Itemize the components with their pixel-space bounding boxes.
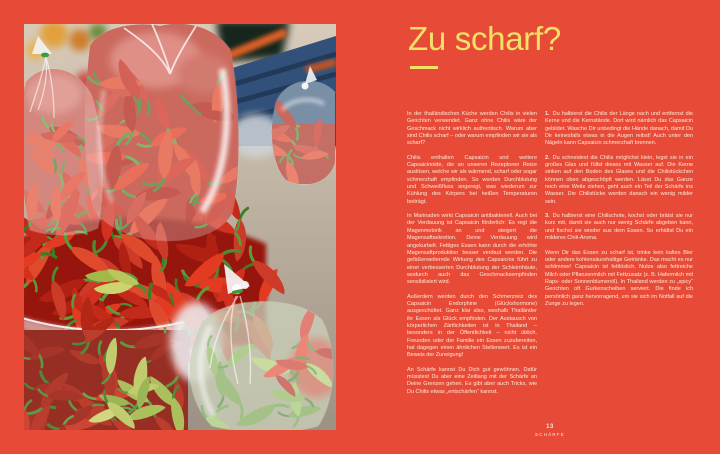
body-paragraph: Wenn Dir das Essen zu scharf ist, trinke kein kaltes Bier oder andere kohlensäurehaltige Getränke. Das macht es nur schlimmer! Capsaicin ist fettlöslich. Nutze also fettreiche Milch oder Pflanzenmilch mit Fettzusatz (z. B. Hafermilch mit Raps- oder Sonnenblumenöl). In Thailand werden zu „spicy“ Gerichten oft Gurkenscheiben serviert. Die finde ich persönlich ganz hervorragend, um sie sich im Notfall auf die Zunge zu legen. [545,249,693,307]
step-number: 2. [545,154,550,161]
title-underline [410,66,438,69]
page-footer [407,424,693,437]
article-column-right [545,111,693,403]
chapter-label: SCHÄRFE [535,431,565,437]
page-number: 13 [546,424,554,430]
step-number: 1. [545,111,550,117]
body-paragraph: In der thailändischen Küche werden Chilis in vielen Gerichten verwendet. Ganz ohne Chilis wäre der Geschmack nicht wirklich authentisch. Warum aber sind Chilis scharf – oder warum empfinden wir sie als scharf? [407,111,537,147]
body-paragraph: An Schärfe kannst Du Dich gut gewöhnen. Dafür müsstest Du aber eine Zeitlang mit der Schärfe an Deine Grenzen gehen. Es gibt aber auch Tricks, wie Du Chilis etwas „entschärfen“ kannst. [407,366,537,395]
body-paragraph: Chilis enthalten Capsaicin und weitere Capsaicinoide, die an unseren Rezeptoren Reize auslösen, welche wir als wärmend, scharf oder sogar schmerzhaft empfinden. So werden Durchblutung und Schweißfluss angeregt, was wiederum zur Kühlung des Körpers bei heißen Temperaturen beiträgt. [407,154,537,205]
body-paragraph: In Marinaden wirkt Capsaicin antibakteriell. Auch bei der Verdauung ist Capsaicin förderlich: Es regt die Magenmotorik an und steigert die Magensaftsekretion. Deine Verdauung wird angekurbelt. Fettiges Essen kann durch die erhöhte Magensaftproduktion besser verdaut werden. Die gefäßerweiternde Wirkung des Capsaicins führt zu einer verbesserten Durchblutung der Schleimhäute, wodurch auch das Geschmacksempfinden sensibilisiert wird. [407,213,537,286]
chili-market-photo [24,24,336,430]
green-twist-tie [41,53,49,58]
page-title: Zu scharf? [408,20,561,57]
body-paragraph: 1. Du halbierst die Chilis der Länge nach und entfernst die Kerne und die Kernstände. Dort wird nämlich das Capsaicin gebildet. Wasche Dir unbedingt die Hände danach, damit Du Dir keinesfalls etwas in die Augen reibst! Auch unter den Nägeln kann Capsaicin schmerzhaft brennen. [545,111,693,147]
body-paragraph: 2. Du schneidest die Chilis möglichst klein, legst sie in ein großes Glas und füllst dieses mit Wasser auf. Die Kerne sinken auf den Boden des Glases und die Chilistückchen können oben abgeschöpft werden. Lässt Du das Ganze noch eine Weile ziehen, geht auch ein Teil der Schärfe ins Wasser. Die Chilistücke werden danach ein wenig milder sein. [545,154,693,205]
article-column-left [407,111,537,403]
article-body [407,111,693,403]
body-paragraph: 3. Du halbierst eine Chilischote, kochst oder brätst sie nur kurz mit, damit sie auch nur wenig Schärfe abgeben kann, und fischst sie wieder aus dem Essen. So erhältst Du ein milderes Chili-Aroma. [545,213,693,242]
step-number: 3. [545,213,550,220]
body-paragraph: Außerdem werden durch den Schmerzreiz des Capsaicin Endorphine (Glückshormone) ausgeschüttet. Ganz klar also, weshalb Thailänder ihr Essen als Glück empfinden. Der Austausch von körperlichen Zärtlichkeiten ist in Thailand – besonders in der Öffentlichkeit – nicht üblich. Freunden oder der Familie ein Essen zuzubereiten, hat dagegen einen ähnlichen Stellenwert. Es ist ein Beweis der Zuneigung! [407,293,537,359]
